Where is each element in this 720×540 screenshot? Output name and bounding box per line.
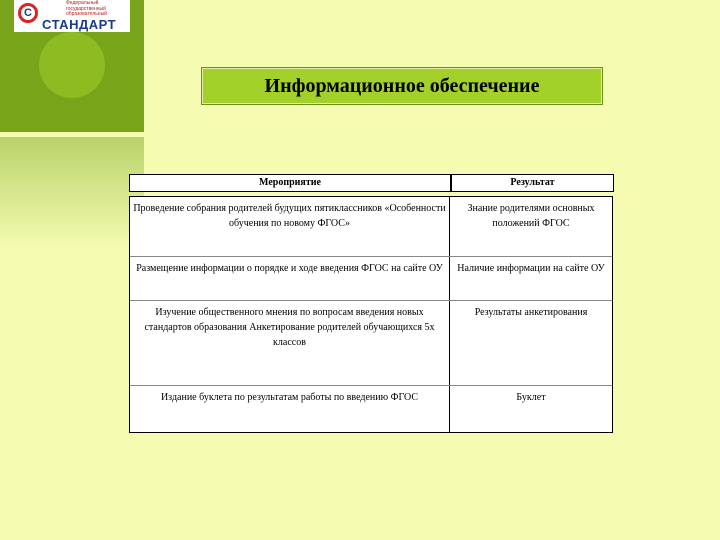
slide-title: Информационное обеспечение [201, 67, 603, 105]
result-cell: Буклет [516, 392, 546, 403]
result-cell: Знание родителями основных положений ФГОС [467, 203, 595, 229]
table-row [130, 386, 612, 432]
header-event: Мероприятие [129, 174, 451, 192]
logo-mark-icon: С [18, 3, 38, 23]
event-cell: Издание буклета по результатам работы по введению ФГОС [130, 386, 450, 432]
logo-line: образовательный [66, 11, 107, 17]
logo-line: Федеральный [66, 0, 99, 6]
result-cell: Результаты анкетирования [474, 307, 588, 318]
logo-big-text: СТАНДАРТ [42, 17, 117, 32]
logo-small-text [66, 1, 107, 18]
decor-gradient [0, 137, 144, 247]
event-cell: Проведение собрания родителей будущих пятиклассников «Особенности обучения по новому ФГОС» [130, 197, 450, 256]
event-cell: Изучение общественного мнения по вопросам введения новых стандартов образования Анкетирование родителей обучающихся 5х классов [130, 301, 450, 385]
table-row [130, 257, 612, 301]
logo-line: государственный [66, 5, 106, 12]
decor-circle [39, 32, 105, 98]
fgos-logo [14, 0, 130, 32]
events-table [129, 196, 613, 433]
table-row [130, 197, 612, 257]
result-cell: Наличие информации на сайте ОУ [457, 263, 605, 274]
header-result: Результат [451, 174, 614, 192]
event-cell: Размещение информации о порядке и ходе введения ФГОС на сайте ОУ [130, 257, 450, 300]
table-row [130, 301, 612, 386]
